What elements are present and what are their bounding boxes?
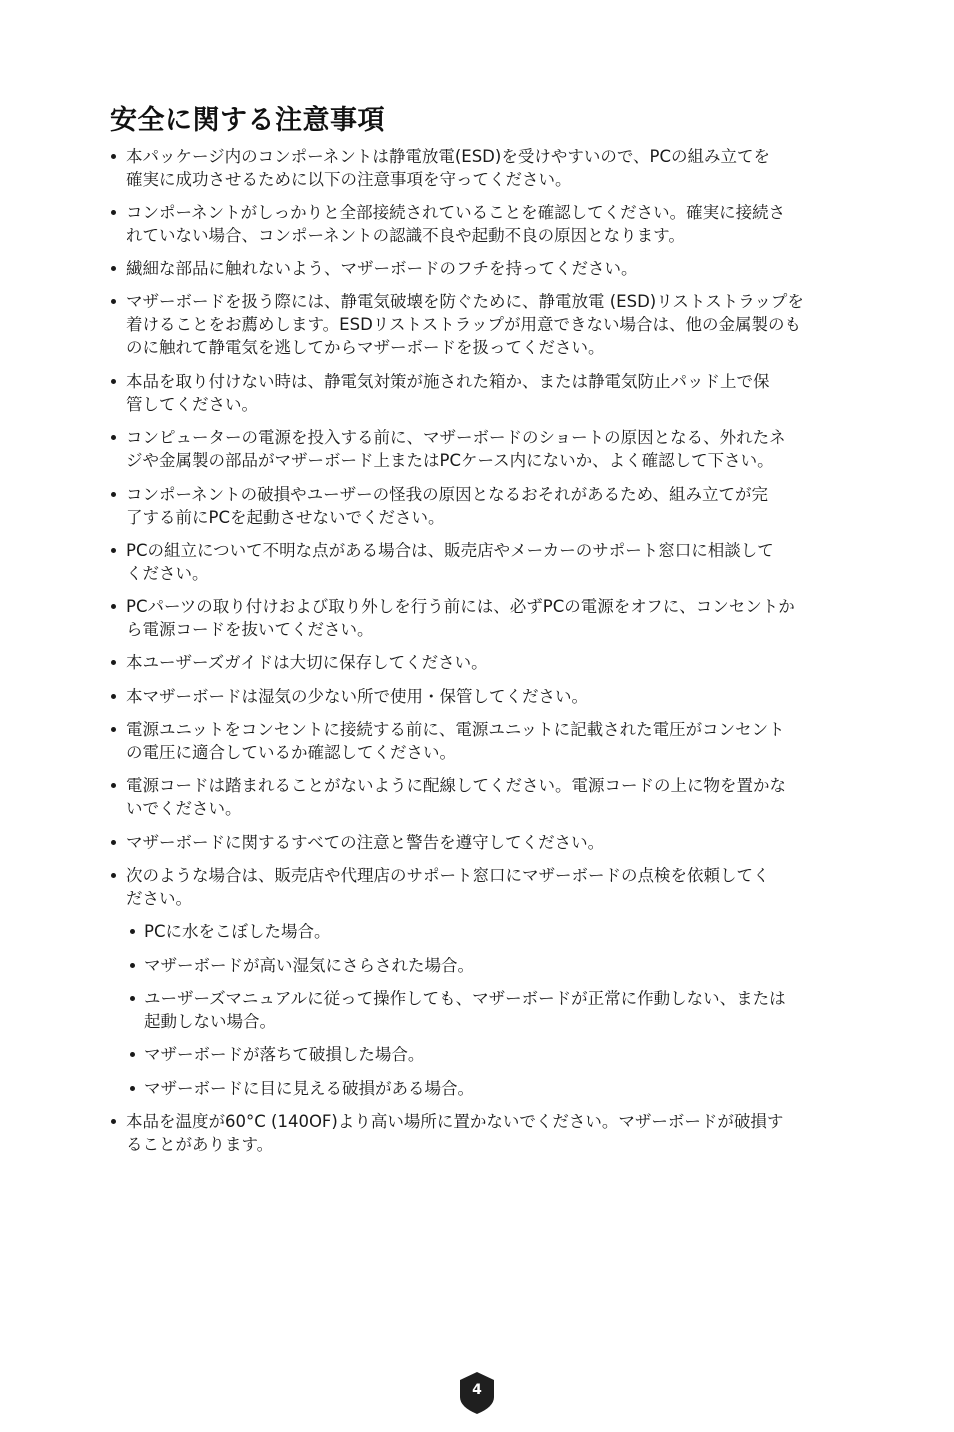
sub-list-item [144,1077,474,1100]
bullet-icon [111,435,116,440]
bullet-icon [111,379,116,384]
list-item-line: マザーボードに関するすべての注意と警告を遵守してください。 [126,833,605,852]
sub-list-item [144,920,330,943]
bullet-icon [130,963,135,968]
list-item-line: マザーボードを扱う際には、静電気破壊を防ぐために、静電放電 (ESD)リストストラップを [126,292,804,311]
list-item-line: 確実に成功させるために以下の注意事項を守ってください。 [126,170,572,189]
bullet-icon [111,660,116,665]
list-item-line: ることがあります。 [126,1135,274,1154]
bullet-icon [111,548,116,553]
list-item-line: コンピューターの電源を投入する前に、マザーボードのショートの原因となる、外れたネ [126,428,786,447]
list-item [126,1110,783,1156]
list-item-line: いでください。 [126,799,242,818]
list-item-line: 管してください。 [126,395,258,414]
bullet-icon [111,873,116,878]
list-item-line: 次のような場合は、販売店や代理店のサポート窓口にマザーボードの点検を依頼してく [126,866,770,885]
bullet-icon [111,1119,116,1124]
list-item-line: コンポーネントがしっかりと全部接続されていることを確認してください。確実に接続さ [126,203,786,222]
bullet-icon [130,1086,135,1091]
list-item [126,831,604,854]
list-item-line: れていない場合、コンポーネントの認識不良や起動不良の原因となります。 [126,226,685,245]
list-item-line: ださい。 [126,889,192,908]
list-item [126,774,786,820]
bullet-icon [111,840,116,845]
bullet-icon [111,210,116,215]
bullet-icon [111,694,116,699]
list-item-line: 電源コードは踏まれることがないように配線してください。電源コードの上に物を置かな [126,776,786,795]
sub-list-item [144,1043,424,1066]
list-item-line: ら電源コードを抜いてください。 [126,620,374,639]
bullet-icon [111,783,116,788]
list-item-line: マザーボードに目に見える破損がある場合。 [144,1079,474,1098]
list-item-line: 本マザーボードは湿気の少ない所で使用・保管してください。 [126,687,588,706]
list-item [126,483,768,529]
list-item [126,651,488,674]
list-item-line: 起動しない場合。 [144,1012,276,1031]
bullet-icon [111,727,116,732]
list-item-line: マザーボードが落ちて破損した場合。 [144,1045,425,1064]
list-item [126,290,804,359]
bullet-icon [111,299,116,304]
list-item-line: 本品を温度が60°C (140OF)より高い場所に置かないでください。マザーボードが破損す [126,1112,784,1131]
bullet-icon [130,1052,135,1057]
list-item-line: ジや金属製の部品がマザーボード上またはPCケース内にないか、よく確認して下さい。 [126,451,774,470]
list-item [126,257,638,280]
list-item [126,595,795,641]
list-item [126,201,785,247]
list-item-line: のに触れて静電気を逃してからマザーボードを扱ってください。 [126,338,605,357]
bullet-icon [130,996,135,1001]
list-item [126,426,786,472]
list-item-line: 了する前にPCを起動させないでください。 [126,508,445,527]
list-item-line: 本ユーザーズガイドは大切に保存してください。 [126,653,488,672]
list-item [126,145,770,191]
list-item-line: 本品を取り付けない時は、静電気対策が施された箱か、または静電気防止パッド上で保 [126,372,770,391]
page-number-badge [457,1371,497,1415]
list-item-line: PCに水をこぼした場合。 [144,922,331,941]
page-number: 4 [472,1382,482,1398]
list-item [126,864,770,910]
list-item [126,370,770,416]
list-item-line: 着けることをお薦めします。ESDリストストラップが用意できない場合は、他の金属製のも [126,315,801,334]
list-item [126,685,588,708]
bullet-icon [111,604,116,609]
sub-list-item [144,954,474,977]
bullet-icon [111,154,116,159]
bullet-icon [130,929,135,934]
list-item-line: ユーザーズマニュアルに従って操作しても、マザーボードが正常に作動しない、または [144,989,786,1008]
list-item-line: 本パッケージ内のコンポーネントは静電放電(ESD)を受けやすいので、PCの組み立てを [126,147,770,166]
list-item-line: コンポーネントの破損やユーザーの怪我の原因となるおそれがあるため、組み立てが完 [126,485,769,504]
list-item-line: 繊細な部品に触れないよう、マザーボードのフチを持ってください。 [126,259,638,278]
list-item [126,539,774,585]
bullet-icon [111,266,116,271]
list-item-line: の電圧に適合しているか確認してください。 [126,743,456,762]
list-item-line: 電源ユニットをコンセントに接続する前に、電源ユニットに記載された電圧がコンセント [126,720,785,739]
sub-list-item [144,987,786,1033]
list-item-line: PCパーツの取り付けおよび取り外しを行う前には、必ずPCの電源をオフに、コンセントか [126,597,795,616]
list-item-line: マザーボードが高い湿気にさらされた場合。 [144,956,474,975]
list-item-line: PCの組立について不明な点がある場合は、販売店やメーカーのサポート窓口に相談して [126,541,774,560]
bullet-icon [111,492,116,497]
list-item [126,718,785,764]
page-title: 安全に関する注意事項 [110,105,385,136]
list-item-line: ください。 [126,564,209,583]
